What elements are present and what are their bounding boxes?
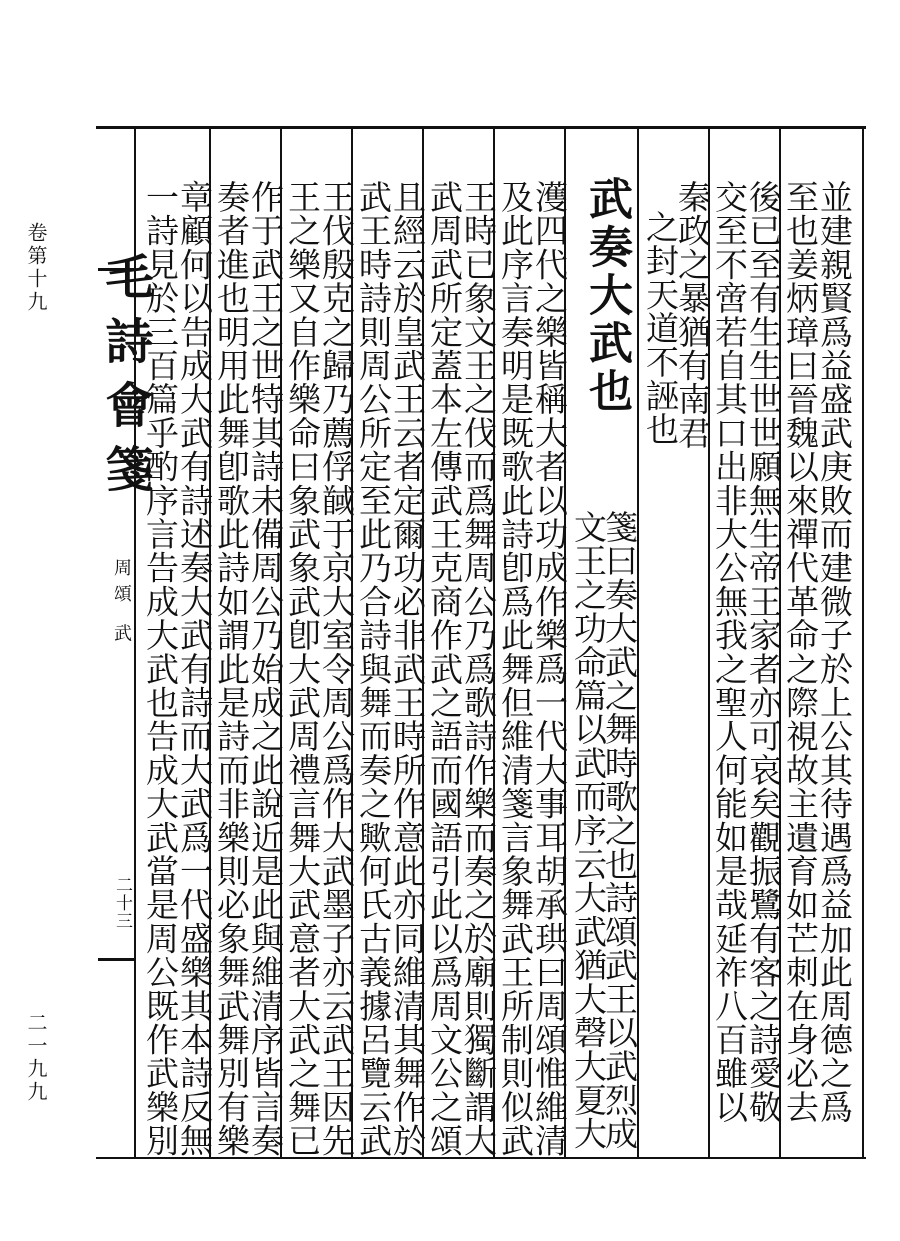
text-column: 一詩見於三百篇乎酌序言告成大武也告成大武當是周公既作武樂別: [141, 180, 180, 1158]
text-column: 奏者進也明用此舞卽歌此詩如謂此是詩而非樂則必象舞武舞別有樂: [212, 180, 251, 1158]
text-column: 武周武所定蓋本左傳武王克商作武之語而國語引此以爲周文公之頌: [425, 180, 464, 1158]
text-column: 王時已象文王之伐而爲舞周公乃爲歌詩作樂而奏之於廟則獨斷謂大: [459, 180, 498, 1158]
page-number: 二一九九: [24, 1012, 48, 1104]
text-column: 王伐殷克之歸乃薦俘馘于京大室令周公爲作大武墨子亦云武王因先: [317, 180, 356, 1158]
book-title: 毛詩會箋: [97, 252, 153, 508]
text-column: 作于武王之世特其詩未備周公乃始成之此說近是此與維清序皆言奏: [246, 180, 285, 1158]
text-column: 王之樂又自作樂命曰象武象武卽大武周禮言舞大武意者大武之舞已: [283, 180, 322, 1158]
text-column: 之封天道不誣也: [641, 210, 680, 446]
text-column: 並建親賢爲益盛武庚敗而建微子於上公其待遇爲益加此周德之爲: [815, 180, 854, 1124]
text-column: 及此序言奏明是既歌此詩卽爲此舞但維清箋言象舞武王所制則似武: [496, 180, 535, 1158]
frame-top-rule: [96, 126, 866, 129]
text-column: 濩四代之樂皆稱大者以功成作樂爲一代大事耳胡承珙曰周頌惟維清: [530, 180, 569, 1158]
commentary-column: 箋曰奏大武之舞時歌之也詩頌武王以武烈成: [600, 510, 639, 1151]
volume-label: 卷第十九: [24, 222, 48, 314]
text-column: 交至不啻若自其口出非大公無我之聖人何能如是哉延祚八百雖以: [710, 180, 749, 1124]
text-column: 武王時詩則周公所定至此乃合詩與舞而奏之歟何氏古義據呂覽云武: [354, 180, 393, 1158]
text-column: 且經云於皇武王云者定爾功必非武王時所作意此亦同維清其舞作於: [388, 180, 427, 1158]
gutter-rule: [98, 958, 134, 961]
section-heading: 武奏大武也: [581, 176, 632, 416]
text-column: 章顧何以告成大武有詩述奏大武有詩而大武爲一代盛樂其本詩反無: [175, 180, 214, 1158]
folio-number: 二十三: [112, 876, 132, 930]
section-label: 周頌 武: [111, 558, 132, 650]
text-column: 後已至有生生世世願無生帝王家者亦可哀矣觀振鷺有客之詩愛敬: [744, 180, 783, 1124]
column-rule: [862, 129, 864, 1157]
text-column: 至也姜炳璋曰晉魏以來禪代革命之際視故主遺育如芒刺在身必去: [781, 180, 820, 1124]
text-column: 秦政之暴猶有南君: [673, 180, 712, 450]
commentary-column: 文王之功命篇以武而序云大武猶大磬大夏大: [569, 510, 608, 1151]
